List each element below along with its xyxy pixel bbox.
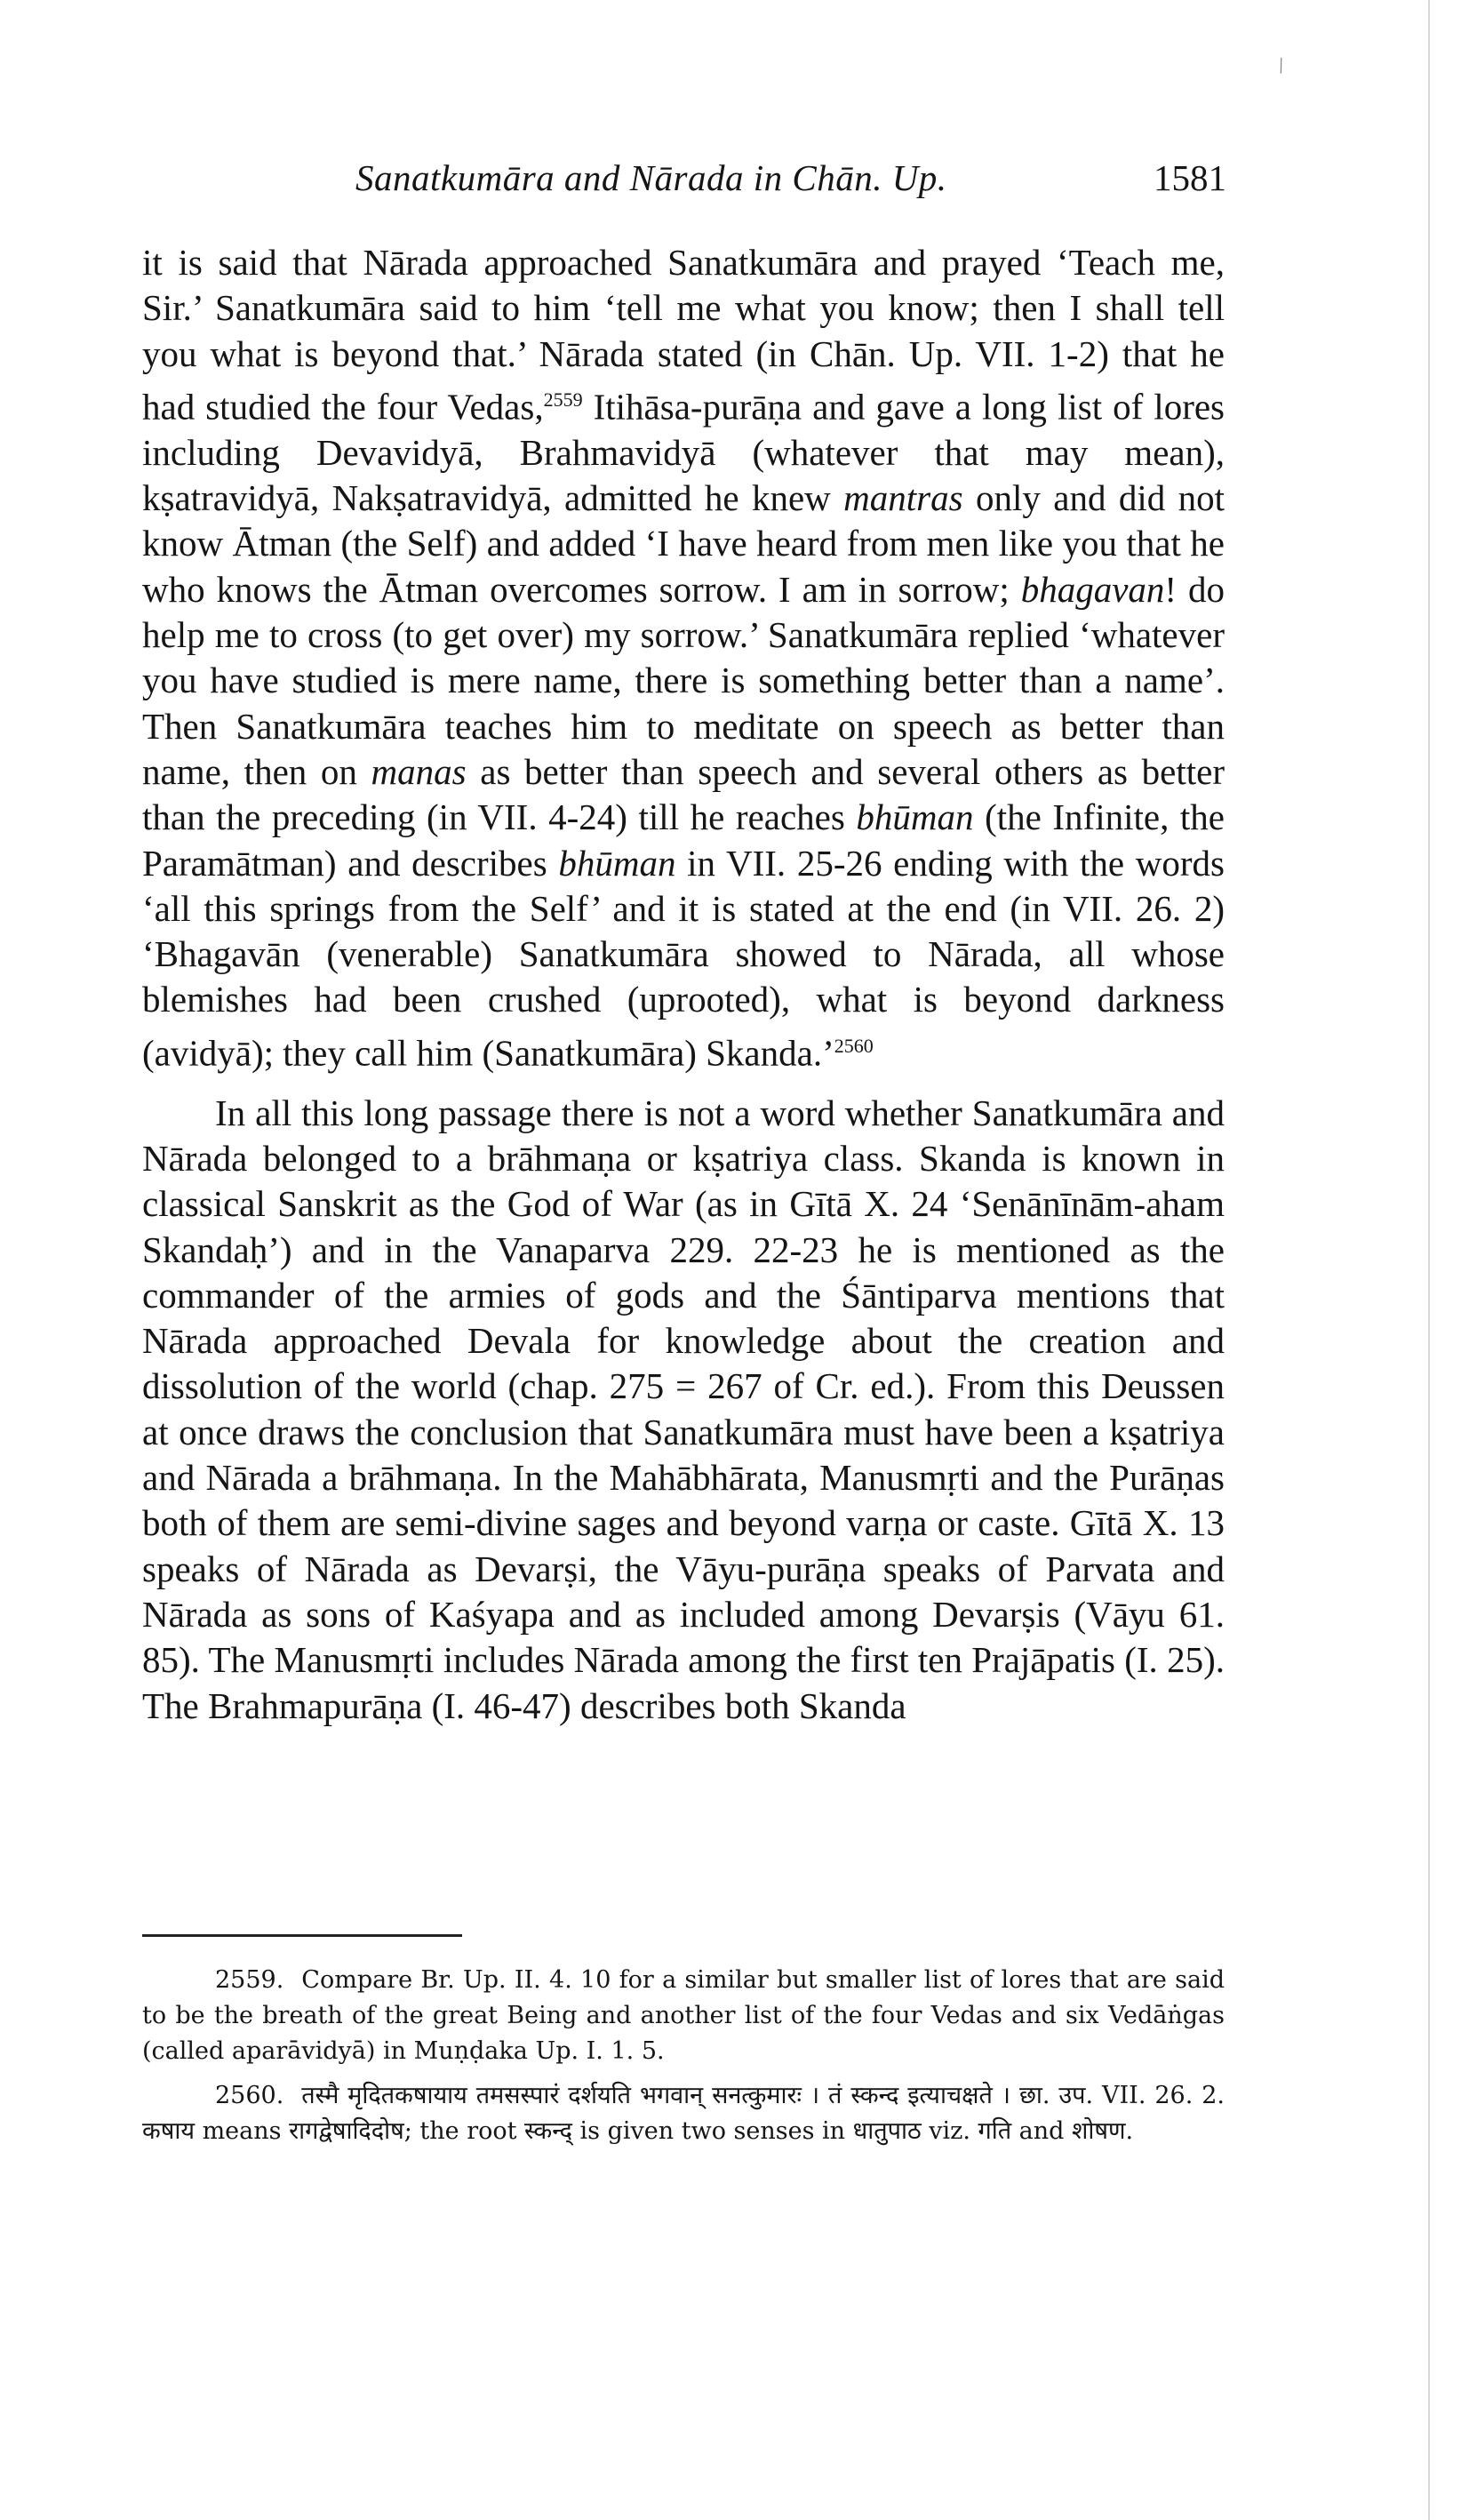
running-title: Sanatkumāra and Nārada in Chān. Up. [355, 157, 947, 198]
italic-term: mantras [843, 477, 963, 519]
footnote-text: तस्मै मृदितकषायाय तमसस्पारं दर्शयति भगवान् सनत्कुमारः । तं स्कन्द इत्याचक्षते । छा. उप. VII. 26. 2. कषाय means रागद्वेषादिदोष; the root स्कन्द् is given two senses in धातुपाठ viz. गति and शोषण. [142, 2082, 1225, 2145]
text-span: ! do help me to cross (to get over) my sorrow.’ Sanatkumāra replied ‘whatever you have studied is mere name, there is something better than a name’. Then Sanatkumāra teaches him to meditate on speech as better than name, then on [142, 568, 1225, 792]
italic-term: manas [371, 750, 467, 792]
paper-speck: ⁄ [1273, 55, 1288, 76]
text-span: Itihāsa-purāṇa and gave a long list of lores including Devavidyā, Brahmavidyā (whatever that may mean), kṣatravidyā, Nakṣatravidyā, admitted he knew [142, 386, 1225, 519]
paragraph-1 [142, 240, 1225, 1076]
footnote-2560 [142, 2078, 1225, 2149]
footnotes [142, 1963, 1225, 2158]
italic-term: bhūman [558, 842, 676, 884]
text-span: it is said that Nārada approached Sanatkumāra and prayed ‘Teach me, Sir.’ Sanatkumāra said to him ‘tell me what you know; then I shall tell you what is beyond that.’ Nārada stated (in Chān. Up. VII. 1-2) that he had studied the four Vedas, [142, 242, 1225, 428]
footnote-text: Compare Br. Up. II. 4. 10 for a similar but smaller list of lores that are said to be the breath of the great Being and another list of the four Vedas and six Vedāṅgas (called aparāvidyā) in Muṇḍaka Up. I. 1. 5. [142, 1966, 1225, 2065]
text-span: (the Infinite, the Paramātman) and describes [142, 796, 1225, 884]
text-span: only and did not know Ātman (the Self) and added ‘I have heard from men like you that he who knows the Ātman overcomes sorrow. I am in sorrow; [142, 477, 1225, 610]
italic-term: bhūman [856, 796, 974, 838]
page-number: 1581 [1154, 157, 1226, 198]
footnote-number: 2560. [215, 2082, 284, 2109]
paragraph-2: In all this long passage there is not a word whether Sanatkumāra and Nārada belonged to a brāhmaṇa or kṣatriya class. Skanda is known in classical Sanskrit as the God of War (as in Gītā X. 24 ‘Senānīnām-aham Skandaḥ’) and in the Vanaparva 229. 22-23 he is mentioned as the commander of the armies of gods and the Śāntiparva mentions that Nārada approached Devala for knowledge about the creation and dissolution of the world (chap. 275 = 267 of Cr. ed.). From this Deussen at once draws the conclusion that Sanatkumāra must have been a kṣatriya and Nārada a brāhmaṇa. In the Mahābhārata, Manusmṛti and the Purāṇas both of them are semi-divine sages and beyond varṇa or caste. Gītā X. 13 speaks of Nārada as Devarṣi, the Vāyu-purāṇa speaks of Parvata and Nārada as sons of Kaśyapa and as included among Devarṣis (Vāyu 61. 85). The Manusmṛti includes Nārada among the first ten Prajāpatis (I. 25). The Brahmapurāṇa (I. 46-47) describes both Skanda [142, 1092, 1225, 1726]
scan-edge-line [1428, 0, 1430, 2520]
italic-term: bhagavan [1020, 568, 1165, 610]
main-text [142, 240, 1225, 1729]
footnote-ref-2560[interactable]: 2560 [834, 1034, 874, 1057]
page-header [142, 156, 1226, 201]
text-span: in VII. 25-26 ending with the words ‘all this springs from the Self’ and it is stated at the end (in VII. 26. 2) ‘Bhagavān (venerable) Sanatkumāra showed to Nārada, all whose blemishes had been crushed (uprooted), what is beyond darkness (avidyā); they call him (Sanatkumāra) Skanda.’ [142, 842, 1225, 1074]
footnote-divider [142, 1934, 462, 1937]
footnote-2559 [142, 1963, 1225, 2069]
footnote-ref-2559[interactable]: 2559 [543, 388, 583, 411]
footnote-number: 2559. [215, 1966, 284, 1994]
text-span: as better than speech and several others as better than the preceding (in VII. 4-24) till he reaches [142, 750, 1225, 838]
